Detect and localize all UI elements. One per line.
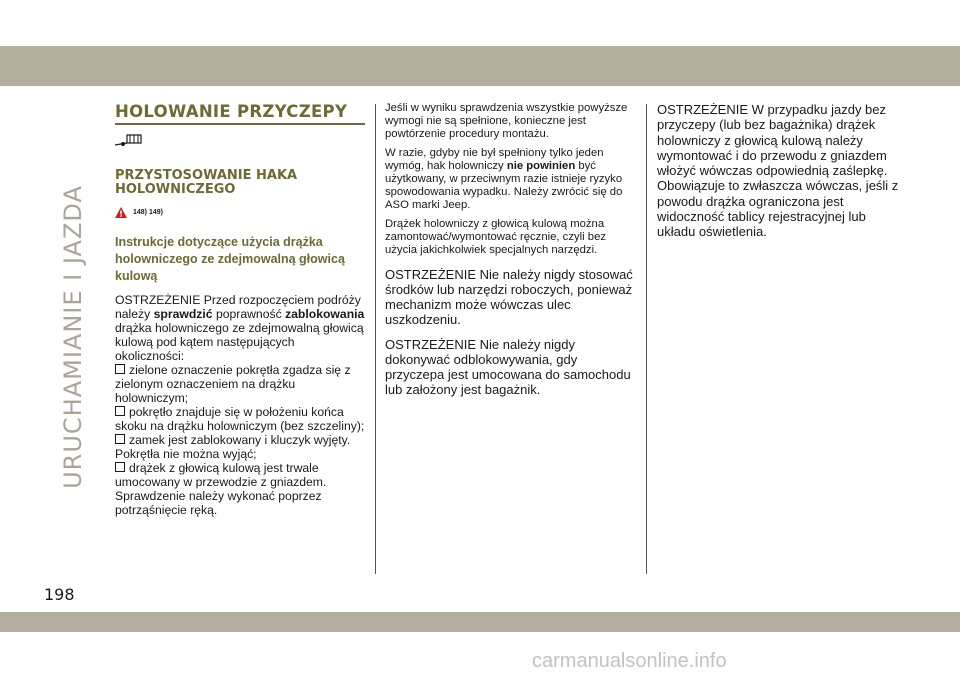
page-number: 198 <box>44 585 75 604</box>
column-2 <box>385 102 635 397</box>
instruction-title: Instrukcje dotyczące użycia drążka holowniczego ze zdejmowalną głowicą kulową <box>115 235 345 283</box>
paragraph: Jeśli w wyniku sprawdzenia wszystkie powyższe wymogi nie są spełnione, konieczne jest powtórzenie procedury montażu. <box>385 102 628 140</box>
column-divider <box>375 104 376 574</box>
checkbox-bullet-icon <box>115 406 125 416</box>
trailer-icon <box>115 133 365 147</box>
paragraph: W razie, gdyby nie był spełniony tylko jeden wymóg, hak holowniczy nie powinien być użytkowany, w przeciwnym razie istnieje ryzyko spowodowania wypadku. Należy zwrócić się do ASO marki Jeep. <box>385 147 623 211</box>
column-1 <box>115 102 365 517</box>
warning-triangle-icon <box>115 207 127 218</box>
checkbox-bullet-icon <box>115 364 125 374</box>
header-band <box>0 46 960 86</box>
checkbox-bullet-icon <box>115 462 125 472</box>
warning-intro: OSTRZEŻENIE Przed rozpoczęciem podróży należy sprawdzić poprawność zablokowania drążka holowniczego ze zdejmowalną głowicą kulową pod kątem następujących okoliczności: <box>115 293 365 363</box>
watermark: carmanualsonline.info <box>532 650 727 672</box>
side-tab-label: URUCHAMIANIE I JAZDA <box>59 185 87 489</box>
warning-refs: 148) 149) <box>133 209 163 216</box>
subheading: PRZYSTOSOWANIE HAKA HOLOWNICZEGO <box>115 168 298 197</box>
warning-text: OSTRZEŻENIE W przypadku jazdy bez przyczepy (lub bez bagażnika) drążek holowniczy z głowicą kulową należy wymontować i do przewodu z gniazdem włożyć wówczas odpowiednią zaślepkę. Obowiązuje to zwłaszcza wówczas, jeśli z powodu drążka ograniczona jest widoczność tablicy rejestracyjnej lub układu oświetlenia. <box>657 102 899 240</box>
warning-reference <box>115 207 365 218</box>
paragraph: Drążek holowniczy z głowicą kulową można zamontować/wymontować ręcznie, czyli bez użycia jakichkolwiek specjalnych narzędzi. <box>385 218 607 256</box>
footer-band <box>0 612 960 632</box>
list-item: zielone oznaczenie pokrętła zgadza się z zielonym oznaczeniem na drążku holowniczym; <box>115 363 351 405</box>
warning-text: OSTRZEŻENIE Nie należy nigdy dokonywać odblokowywania, gdy przyczepa jest umocowana do samochodu lub założony jest bagażnik. <box>385 337 631 397</box>
section-side-tab <box>58 102 88 572</box>
column-divider <box>646 104 647 574</box>
list-item: pokrętło znajduje się w położeniu końca skoku na drążku holowniczym (bez szczeliny); <box>115 405 365 433</box>
section-heading: HOLOWANIE PRZYCZEPY <box>115 102 365 125</box>
warning-text: OSTRZEŻENIE Nie należy nigdy stosować środków lub narzędzi roboczych, ponieważ mechanizm może wówczas ulec uszkodzeniu. <box>385 267 633 327</box>
list-item: zamek jest zablokowany i kluczyk wyjęty. Pokrętła nie można wyjąć; <box>115 433 351 461</box>
checkbox-bullet-icon <box>115 434 125 444</box>
list-item: drążek z głowicą kulową jest trwale umocowany w przewodzie z gniazdem. Sprawdzenie należy wykonać poprzez potrząśnięcie ręką. <box>115 461 327 517</box>
column-3 <box>657 102 907 240</box>
